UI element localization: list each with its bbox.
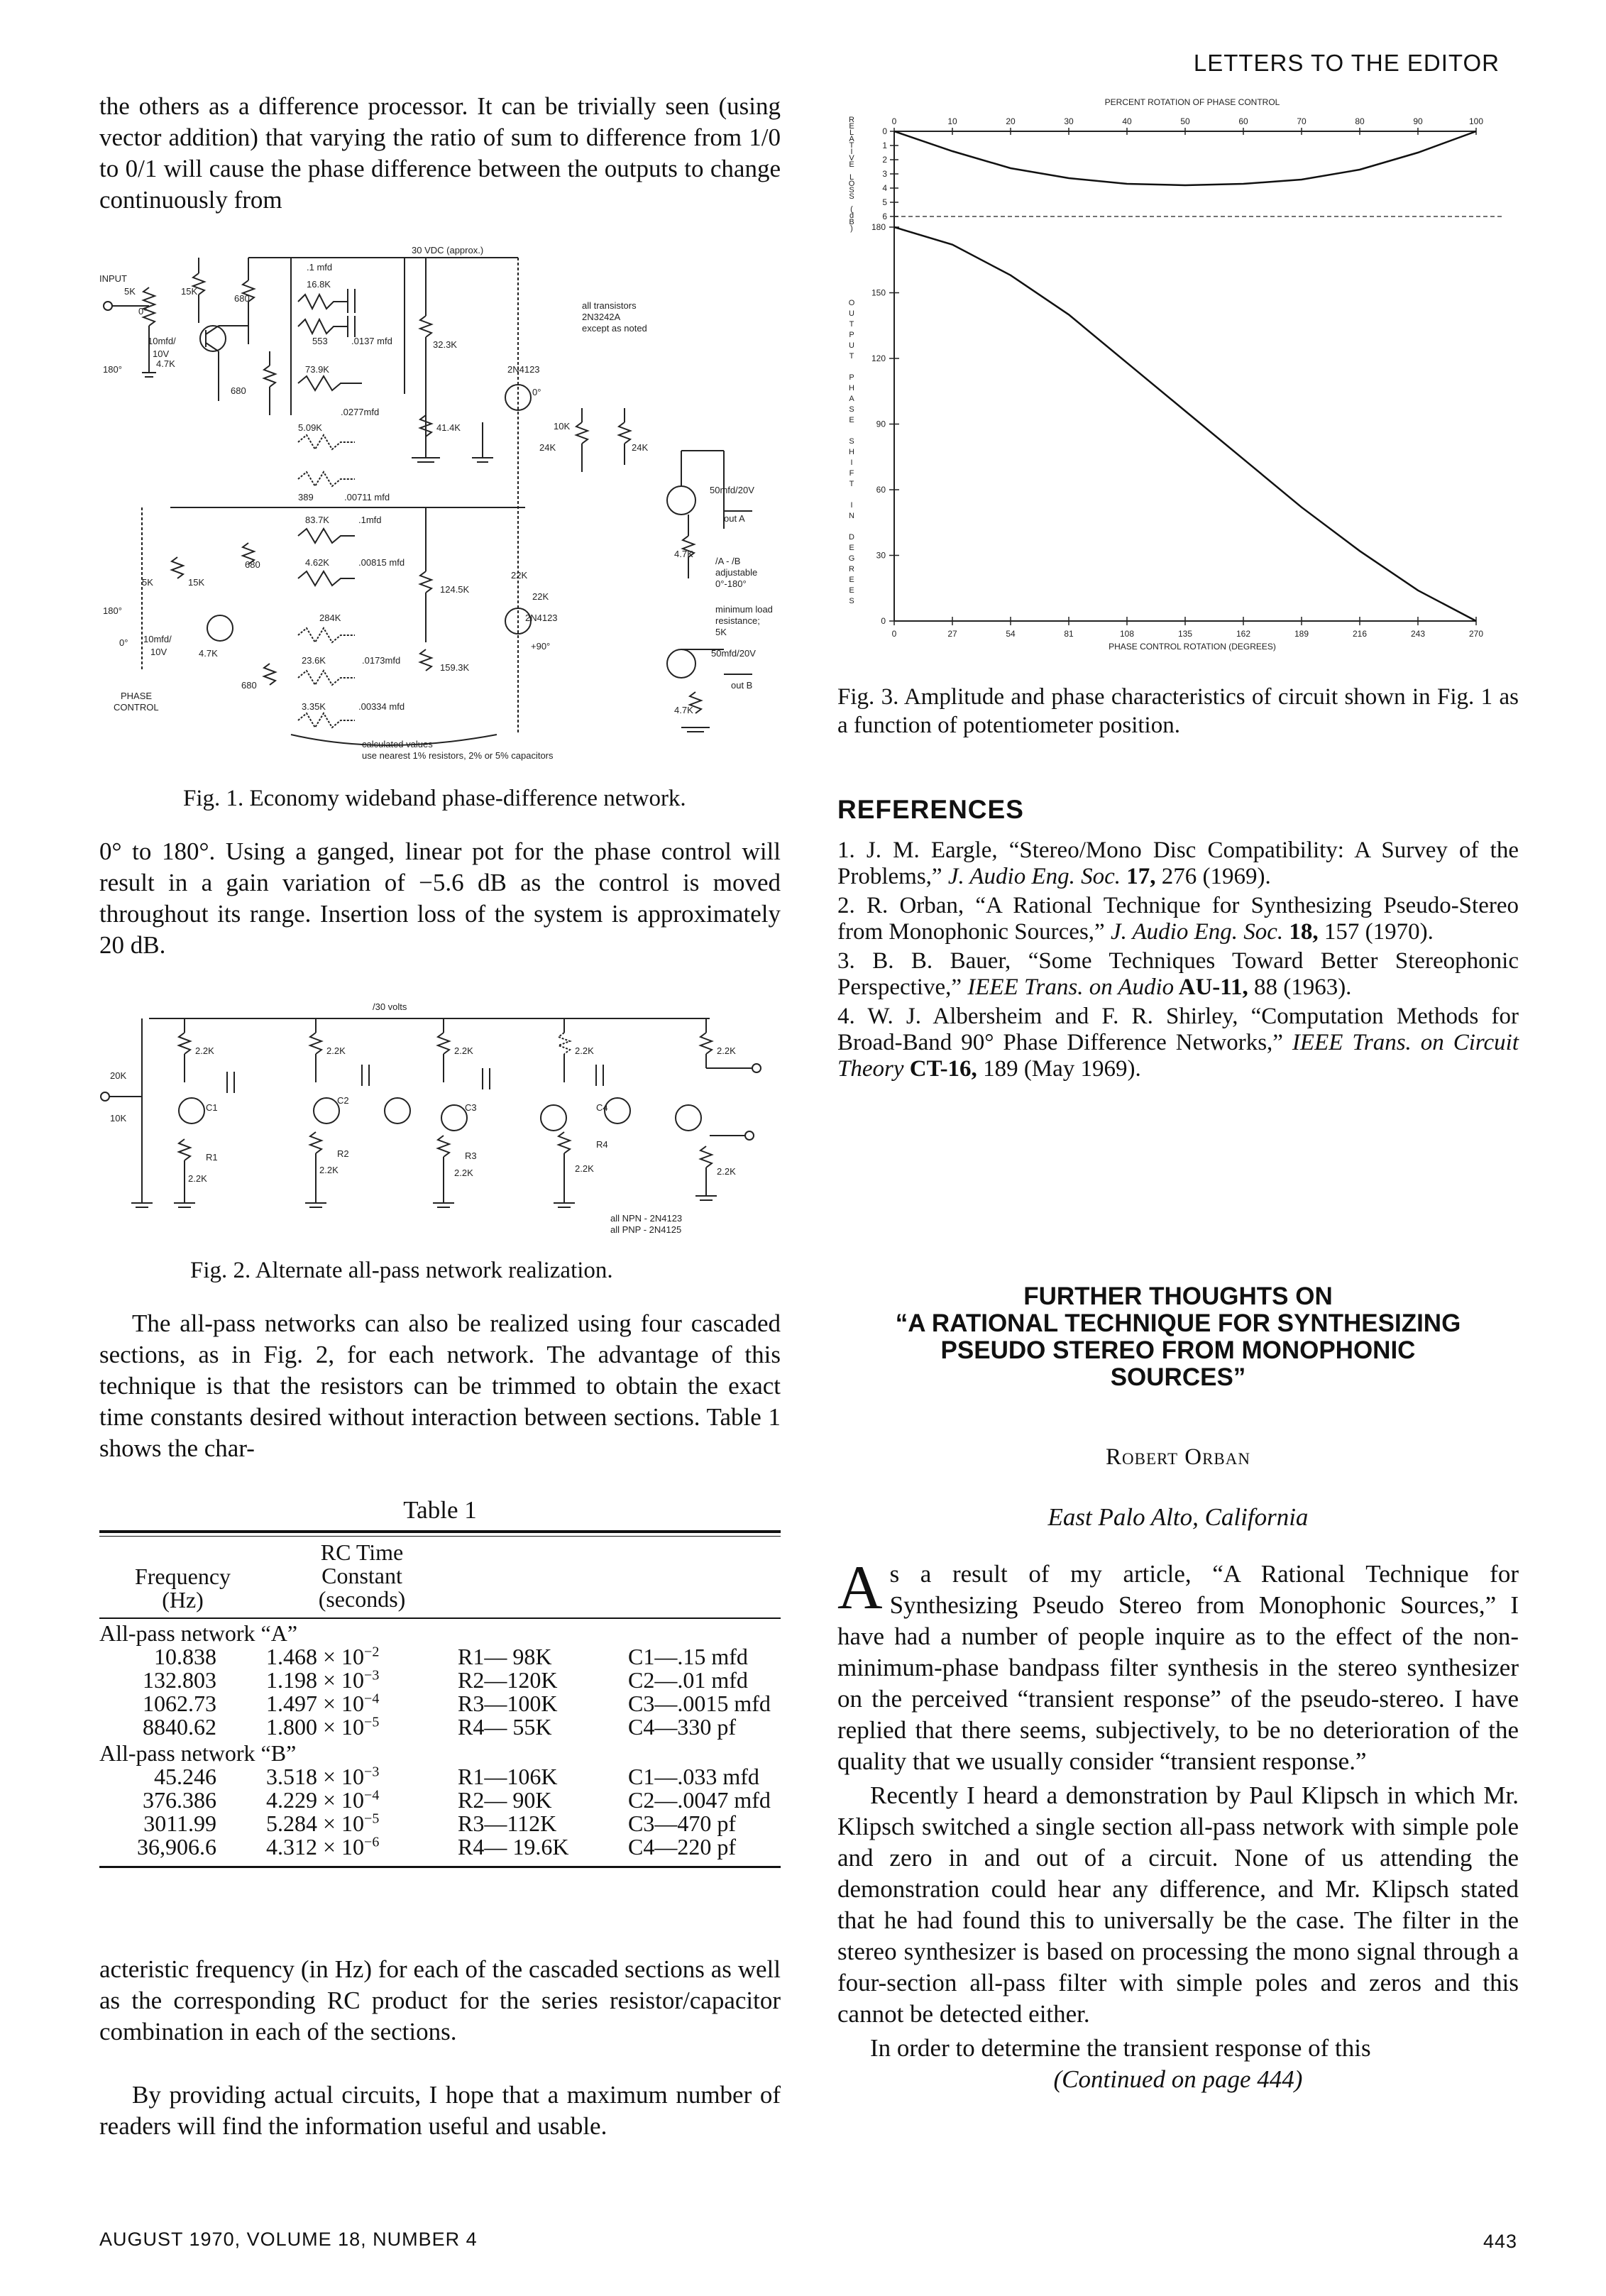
fig3-top-x-tick-label: 40 xyxy=(1122,116,1132,126)
fig1-note1: all transistors xyxy=(582,300,637,311)
reference-pages: 157 (1970). xyxy=(1318,919,1434,945)
fig1-r284-label: 284K xyxy=(319,613,341,623)
fig2-c3-label: C3 xyxy=(465,1102,477,1113)
fig2-r22-5: 2.2K xyxy=(717,1045,736,1056)
fig1-outb-label: out B xyxy=(731,680,753,691)
fig1-phase1-label: PHASE xyxy=(121,691,153,701)
fig1-r47a-label: 4.7K xyxy=(674,549,693,559)
fig3-left-loss-char: ) xyxy=(850,224,853,233)
fig3-top-axis-title: PERCENT ROTATION OF PHASE CONTROL xyxy=(1104,97,1280,107)
paragraph-intro: the others as a difference processor. It can be trivially seen (using vector addition) that varying the ratio of sum to difference from 1/0 to 0/1 will cause the phase difference between the outputs to change continuously from xyxy=(99,92,781,214)
table-cell-rc xyxy=(266,1645,458,1669)
fig1-r168-label: 16.8K xyxy=(307,279,331,290)
fig3-bottom-y-tick-label: 180 xyxy=(871,222,886,232)
fig2-r2-label: R2 xyxy=(337,1148,349,1159)
fig1-load2: resistance; xyxy=(715,615,760,626)
fig1-r22k-label: 22K xyxy=(511,570,528,581)
article-para-1 xyxy=(837,1554,1519,1777)
fig1-r389-label: 389 xyxy=(298,492,314,502)
fig1-r47k-b-label: 4.7K xyxy=(199,648,218,659)
table-cell-rc-exponent: −4 xyxy=(364,1691,380,1707)
fig3-left-phase-char: E xyxy=(849,586,854,595)
reference-item xyxy=(837,837,1519,890)
fig3-left-label-phase xyxy=(849,299,855,605)
fig3-top-x-tick-label: 70 xyxy=(1297,116,1307,126)
table-cell-resistor: R4— 55K xyxy=(458,1714,552,1740)
article-para-2: Recently I heard a demonstration by Paul Klipsch in which Mr. Klipsch switched a single section all-pass network with simple pole and zero in and out of a circuit. None of us attending the demonstration could hear any difference, and Mr. Klipsch stated that he had found this to universally be the case. The filter in the stereo synthesizer is based on processing the mono signal through a four-section all-pass filter with simple poles and zeros and this cannot be detected either. xyxy=(837,1781,1519,2028)
fig2-r22-1b: 2.2K xyxy=(188,1173,207,1184)
fig3-bottom-x-tick-label: 135 xyxy=(1177,629,1193,639)
fig3-bottom-x-tick-label: 162 xyxy=(1236,629,1251,639)
table1-title: Table 1 xyxy=(403,1496,477,1524)
table-cell-rc-mantissa: 4.312 × 10 xyxy=(266,1834,365,1860)
fig1-deg180b-label: 180° xyxy=(103,605,122,616)
fig1-r22kb-label: 22K xyxy=(532,591,549,602)
fig1-input-label: INPUT xyxy=(99,273,127,284)
table-cell-capacitor: C3—470 pf xyxy=(628,1811,736,1836)
table-cell-capacitor: C3—.0015 mfd xyxy=(628,1691,771,1716)
fig1-c50b-label: 50mfd/20V xyxy=(711,648,756,659)
table1-col-freq-2: (Hz) xyxy=(162,1587,204,1613)
fig3-loss-curve xyxy=(894,131,1476,185)
fig3-left-phase-char: H xyxy=(849,384,854,392)
article-body xyxy=(837,1554,1519,2095)
fig3-top-x-tick-label: 90 xyxy=(1413,116,1423,126)
running-header: LETTERS TO THE EDITOR xyxy=(1193,50,1500,76)
article-title-line-2: “A RATIONAL TECHNIQUE FOR SYNTHESIZING xyxy=(895,1309,1461,1337)
fig1-r509-label: 5.09K xyxy=(298,422,322,433)
table-row xyxy=(99,1812,781,1835)
fig3-left-loss-char: T xyxy=(849,141,854,150)
article-title-line-4: SOURCES” xyxy=(1110,1363,1246,1391)
fig3-left-loss-char: ( xyxy=(850,205,853,214)
table1-group-a: All-pass network “A” xyxy=(99,1620,298,1646)
fig3-top-y-tick-label: 6 xyxy=(882,212,887,221)
fig2-pnp-label: all PNP - 2N4125 xyxy=(610,1224,682,1235)
fig1-deg0b-label: 0° xyxy=(532,387,541,397)
fig1-r47in-label: 4.7K xyxy=(156,358,175,369)
fig3-left-phase-char: E xyxy=(849,576,854,584)
table1-grid xyxy=(99,1537,781,1859)
reference-item xyxy=(837,948,1519,1001)
fig1-c0137-label: .0137 mfd xyxy=(351,336,392,346)
table-cell-rc-mantissa: 1.497 × 10 xyxy=(266,1691,365,1716)
paragraph-final: By providing actual circuits, I hope that a maximum number of readers will find the information useful and usable. xyxy=(99,2081,781,2140)
fig3-left-phase-char: G xyxy=(848,554,855,563)
fig2-r10k-label: 10K xyxy=(110,1113,127,1124)
table-row xyxy=(99,1715,781,1739)
table-cell-rc-exponent: −6 xyxy=(364,1834,380,1850)
fig3-bottom-x-tick-label: 54 xyxy=(1006,629,1016,639)
table-cell-resistor: R2— 90K xyxy=(458,1787,552,1813)
fig1-r47b-label: 4.7K xyxy=(674,705,693,715)
fig3-chart xyxy=(837,92,1519,660)
fig1-adj2: adjustable xyxy=(715,567,758,578)
fig1-deg180-label: 180° xyxy=(103,364,122,375)
table-cell-frequency: 376.386 xyxy=(143,1787,216,1813)
table-cell-frequency: 8840.62 xyxy=(143,1714,216,1740)
table-cell-rc-mantissa: 4.229 × 10 xyxy=(266,1787,365,1813)
fig3-left-phase-char: N xyxy=(849,512,854,520)
fig1-c10d-label: 10V xyxy=(150,647,167,657)
fig3-top-y-tick-label: 0 xyxy=(882,126,887,136)
fig3-left-loss-char: R xyxy=(849,116,854,124)
fig1-r414-label: 41.4K xyxy=(436,422,461,433)
references-heading: REFERENCES xyxy=(837,795,1024,824)
table1-header-row xyxy=(99,1537,781,1612)
fig1-c00334-label: .00334 mfd xyxy=(358,701,405,712)
fig1-r680b-label: 680 xyxy=(231,385,246,396)
fig2-r22-3b: 2.2K xyxy=(454,1168,473,1178)
fig3-top-y-tick-label: 1 xyxy=(882,141,887,150)
table-cell-resistor: R4— 19.6K xyxy=(458,1834,569,1860)
fig1-c50a-label: 50mfd/20V xyxy=(710,485,754,495)
fig3-left-phase-char: E xyxy=(849,544,854,552)
table-cell-rc-exponent: −2 xyxy=(364,1644,380,1660)
fig1-r680c-label: 680 xyxy=(245,559,260,570)
fig1-c1mfd-label: .1mfd xyxy=(358,515,382,525)
fig1-r553-label: 553 xyxy=(312,336,328,346)
table-cell-rc xyxy=(266,1765,458,1789)
fig2-r22-4b: 2.2K xyxy=(575,1163,594,1174)
fig2-r22-2b: 2.2K xyxy=(319,1165,339,1175)
fig1-r5k-label: 5K xyxy=(124,286,136,297)
reference-volume: AU-11, xyxy=(1174,974,1248,1000)
article-author: Robert Orban xyxy=(1105,1444,1250,1470)
table1-group-b: All-pass network “B” xyxy=(99,1740,297,1766)
reference-item xyxy=(837,893,1519,945)
fig2-r22-4: 2.2K xyxy=(575,1045,594,1056)
fig3-bottom-x-tick-label: 0 xyxy=(891,629,897,639)
fig3-bottom-y-tick-label: 30 xyxy=(876,550,886,561)
fig1-c10b-label: 10V xyxy=(153,348,170,359)
fig1-r739-label: 73.9K xyxy=(305,364,329,375)
article-title-line-3: PSEUDO STEREO FROM MONOPHONIC xyxy=(940,1336,1416,1364)
footer-issue: AUGUST 1970, VOLUME 18, NUMBER 4 xyxy=(99,2229,478,2250)
reference-volume: 17, xyxy=(1121,864,1156,889)
fig2-npn-label: all NPN - 2N4123 xyxy=(610,1213,683,1224)
fig3-left-phase-char: T xyxy=(849,320,854,329)
fig3-left-phase-char: D xyxy=(849,533,854,542)
fig1-load3: 5K xyxy=(715,627,727,637)
table-cell-capacitor: C1—.15 mfd xyxy=(628,1644,748,1669)
fig1-c00711-label: .00711 mfd xyxy=(344,492,390,502)
fig2-r22-3: 2.2K xyxy=(454,1045,473,1056)
fig1-c01-label: .1 mfd xyxy=(307,262,333,273)
table-cell-rc xyxy=(266,1789,458,1812)
table1-col-rc-1: RC Time xyxy=(320,1539,404,1565)
table-cell-capacitor: C1—.033 mfd xyxy=(628,1764,759,1789)
article-dropcap: A xyxy=(837,1554,883,1622)
fig3-left-loss-char: A xyxy=(849,135,854,143)
table-cell-rc-exponent: −3 xyxy=(364,1764,380,1780)
table-cell-frequency: 132.803 xyxy=(143,1667,216,1693)
fig2-supply-label: /30 volts xyxy=(373,1001,407,1012)
table-cell-rc xyxy=(266,1669,458,1692)
fig2-r22-2: 2.2K xyxy=(326,1045,346,1056)
fig1-r24k-label: 24K xyxy=(539,442,556,453)
reference-pages: 88 (1963). xyxy=(1248,974,1352,1000)
fig1-note3: except as noted xyxy=(582,323,647,334)
fig3-top-x-tick-label: 0 xyxy=(891,116,897,126)
table1-col-freq-1: Frequency xyxy=(134,1564,231,1589)
reference-pages: 276 (1969). xyxy=(1155,864,1271,889)
fig2-r1-label: R1 xyxy=(206,1152,218,1163)
fig1-supply-label: 30 VDC (approx.) xyxy=(412,245,484,256)
table-row xyxy=(99,1789,781,1812)
table1-col-rc-2: Constant xyxy=(321,1563,402,1588)
fig3-top-y-tick-label: 4 xyxy=(882,183,887,193)
fig3-left-phase-char: I xyxy=(850,501,853,510)
fig1-plus90-label: +90° xyxy=(531,641,551,652)
reference-text: 1. J. M. Eargle, “Stereo/Mono Disc Compatibility: A Survey of the Problems,” xyxy=(837,837,1519,889)
table1-bottom-rule xyxy=(99,1866,781,1868)
table-cell-rc xyxy=(266,1812,458,1835)
article-para-3: In order to determine the transient response of this xyxy=(870,2034,1371,2062)
fig3-bottom-x-tick-label: 27 xyxy=(947,629,957,639)
table-cell-rc xyxy=(266,1835,458,1859)
fig3-left-phase-char: S xyxy=(849,437,854,446)
table-row xyxy=(99,1692,781,1715)
reference-journal: J. Audio Eng. Soc. xyxy=(947,864,1121,889)
table-cell-resistor: R3—112K xyxy=(458,1811,557,1836)
fig3-left-loss-char: I xyxy=(850,148,853,156)
fig3-left-phase-char: F xyxy=(849,469,854,478)
fig3-bottom-x-tick-label: 81 xyxy=(1064,629,1074,639)
fig3-bottom-x-tick-label: 216 xyxy=(1352,629,1368,639)
table-cell-rc-mantissa: 1.198 × 10 xyxy=(266,1667,365,1693)
reference-text: 3. B. B. Bauer, “Some Techniques Toward Better Stereophonic Perspective,” xyxy=(837,948,1519,1000)
fig3-left-loss-char: L xyxy=(849,128,854,137)
fig1-c0277-label: .0277mfd xyxy=(341,407,380,417)
fig1-r1593-label: 159.3K xyxy=(440,662,470,673)
table-cell-rc-exponent: −4 xyxy=(364,1787,380,1803)
fig1-calc2: use nearest 1% resistors, 2% or 5% capacitors xyxy=(362,750,554,761)
fig3-top-y-tick-label: 5 xyxy=(882,197,887,207)
fig1-r680-label: 680 xyxy=(234,293,250,304)
fig2-r4-label: R4 xyxy=(596,1139,608,1150)
fig3-left-phase-char: A xyxy=(849,395,854,403)
fig3-left-phase-char: I xyxy=(850,458,853,467)
paragraph-after-table: acteristic frequency (in Hz) for each of the cascaded sections as well as the corresponding RC product for the series resistor/capacitor combination in each of the sections. xyxy=(99,1955,781,2045)
fig1-q-upper-label: 2N4123 xyxy=(507,364,540,375)
fig3-caption: Fig. 3. Amplitude and phase characteristics of circuit shown in Fig. 1 as a function of potentiometer position. xyxy=(837,684,1519,738)
table-cell-rc-exponent: −5 xyxy=(364,1714,380,1730)
fig3-top-y-tick-label: 3 xyxy=(882,169,887,179)
fig1-r680d-label: 680 xyxy=(241,680,257,691)
fig3-left-loss-char: L xyxy=(849,173,854,182)
fig3-left-phase-char: T xyxy=(849,480,854,488)
fig3-bottom-y-tick-label: 120 xyxy=(871,353,886,363)
table-cell-rc-exponent: −3 xyxy=(364,1667,380,1683)
table-cell-capacitor: C4—330 pf xyxy=(628,1714,736,1740)
fig3-left-phase-char: R xyxy=(849,565,854,573)
fig1-r15k-label: 15K xyxy=(181,286,198,297)
table-cell-frequency: 3011.99 xyxy=(143,1811,216,1836)
article-para-1-text: s a result of my article, “A Rational Technique for Synthesizing Pseudo Stereo from Monophonic Sources,” I have had a number of people inquire as to the effect of the non-minimum-phase bandpass filter synthesis in the stereo synthesizer on the perceived “transient response” of the pseudo-stereo. I have replied that there seems, subjectively, to be no deterioration of the quality that we usually consider “transient response.” xyxy=(837,1560,1519,1775)
reference-pages: 189 (May 1969). xyxy=(977,1056,1141,1082)
reference-journal: IEEE Trans. on Circuit Theory xyxy=(837,1030,1519,1082)
article-title-line-1: FURTHER THOUGHTS ON xyxy=(1023,1282,1333,1310)
reference-item xyxy=(837,1004,1519,1082)
fig1-load1: minimum load xyxy=(715,604,773,615)
fig3-left-loss-char: S xyxy=(849,186,854,194)
table-cell-frequency: 36,906.6 xyxy=(137,1834,216,1860)
fig1-calc1: calculated values xyxy=(362,739,433,749)
fig1-q-lower-label: 2N4123 xyxy=(525,613,558,623)
fig2-r22-1: 2.2K xyxy=(195,1045,214,1056)
table-row xyxy=(99,1645,781,1669)
fig1-c0173-label: .0173mfd xyxy=(362,655,401,666)
reference-volume: 18, xyxy=(1283,919,1319,945)
table-cell-frequency: 10.838 xyxy=(154,1644,216,1669)
fig3-bottom-y-tick-label: 0 xyxy=(881,616,886,626)
fig3-bottom-y-tick-label: 90 xyxy=(876,419,886,429)
fig3-left-phase-char: S xyxy=(849,597,854,605)
fig3-left-phase-char: S xyxy=(849,405,854,414)
paragraph-phase-control: 0° to 180°. Using a ganged, linear pot for the phase control will result in a gain variation of −5.6 dB as the control is moved throughout its range. Insertion loss of the system is approximately 20 dB. xyxy=(99,837,781,959)
fig2-r3-label: R3 xyxy=(465,1150,477,1161)
table-cell-frequency: 45.246 xyxy=(154,1764,216,1789)
table-cell-resistor: R2—120K xyxy=(458,1667,558,1693)
fig3-left-phase-char: U xyxy=(849,341,854,350)
fig3-phase-curve xyxy=(894,227,1476,621)
fig1-deg0-label: 0° xyxy=(138,306,148,317)
article-location: East Palo Alto, California xyxy=(1047,1503,1309,1531)
table-cell-rc-mantissa: 1.468 × 10 xyxy=(266,1644,365,1669)
fig1-outa-label: out A xyxy=(724,513,745,524)
reference-text: 2. R. Orban, “A Rational Technique for Synthesizing Pseudo-Stereo from Monophonic Sources,” xyxy=(837,893,1519,945)
table-row xyxy=(99,1669,781,1692)
table-cell-rc-mantissa: 5.284 × 10 xyxy=(266,1811,365,1836)
fig1-deg0c-label: 0° xyxy=(119,637,128,648)
fig2-c1-label: C1 xyxy=(206,1102,218,1113)
table-cell-rc-mantissa: 3.518 × 10 xyxy=(266,1764,365,1789)
fig3-top-x-tick-label: 80 xyxy=(1355,116,1365,126)
fig2-r20k-label: 20K xyxy=(110,1070,127,1081)
fig3-bottom-x-tick-label: 243 xyxy=(1410,629,1426,639)
fig1-r323-label: 32.3K xyxy=(433,339,457,350)
table-cell-capacitor: C4—220 pf xyxy=(628,1834,736,1860)
table-cell-capacitor: C2—.0047 mfd xyxy=(628,1787,771,1813)
fig1-phase2-label: CONTROL xyxy=(114,702,159,713)
table1 xyxy=(99,1496,781,1868)
fig1-caption: Fig. 1. Economy wideband phase-difference network. xyxy=(183,786,686,811)
fig3-left-loss-char: S xyxy=(849,192,854,201)
fig3-left-phase-char: P xyxy=(849,373,854,382)
table-cell-capacitor: C2—.01 mfd xyxy=(628,1667,748,1693)
table-cell-rc-mantissa: 1.800 × 10 xyxy=(266,1714,365,1740)
article-continued: (Continued on page 444) xyxy=(1053,2065,1303,2093)
fig2-c4-label: C4 xyxy=(596,1102,608,1113)
paragraph-allpass: The all-pass networks can also be realized using four cascaded sections, as in Fig. 2, for each network. The advantage of this technique is that the resistors can be trimmed to obtain the exact time constants desired without interaction between sections. Table 1 shows the char- xyxy=(99,1309,781,1462)
fig3-top-x-tick-label: 10 xyxy=(947,116,957,126)
table-cell-rc xyxy=(266,1692,458,1715)
fig1-note2: 2N3242A xyxy=(582,312,621,322)
fig1-schematic xyxy=(99,245,781,770)
table-cell-resistor: R1—106K xyxy=(458,1764,558,1789)
reference-journal: IEEE Trans. on Audio xyxy=(967,974,1175,1000)
fig3-left-phase-char: T xyxy=(849,352,854,361)
fig3-bottom-y-tick-label: 60 xyxy=(876,485,886,495)
table-cell-frequency: 1062.73 xyxy=(143,1691,216,1716)
fig1-c10a-label: 10mfd/ xyxy=(148,336,176,346)
fig2-r22-5b: 2.2K xyxy=(717,1166,736,1177)
fig3-top-x-tick-label: 60 xyxy=(1238,116,1248,126)
fig3-left-loss-char: O xyxy=(848,180,855,188)
fig1-adj1: /A - /B xyxy=(715,556,741,566)
fig1-r837-label: 83.7K xyxy=(305,515,329,525)
references-list xyxy=(837,837,1519,1085)
fig3-top-x-tick-label: 50 xyxy=(1180,116,1190,126)
table-cell-rc-exponent: −5 xyxy=(364,1811,380,1827)
fig3-left-label-loss xyxy=(849,116,855,233)
fig1-r236-label: 23.6K xyxy=(302,655,326,666)
fig2-caption: Fig. 2. Alternate all-pass network realization. xyxy=(190,1258,613,1283)
fig1-r462-label: 4.62K xyxy=(305,557,329,568)
fig3-left-loss-char: d xyxy=(849,212,854,220)
fig3-left-loss-char: V xyxy=(849,154,854,163)
footer-page-number: 443 xyxy=(1483,2231,1518,2252)
table1-col-rc-3: (seconds) xyxy=(318,1586,406,1612)
fig1-r24kb-label: 24K xyxy=(632,442,649,453)
fig3-bottom-x-tick-label: 108 xyxy=(1119,629,1135,639)
fig3-top-x-tick-label: 100 xyxy=(1468,116,1484,126)
article-title xyxy=(837,1283,1519,1391)
fig3-left-phase-char: E xyxy=(849,416,854,424)
reference-text: 4. W. J. Albersheim and F. R. Shirley, “Computation Methods for Broad-Band 90° Phase Difference Networks,” xyxy=(837,1004,1519,1055)
fig1-r1245-label: 124.5K xyxy=(440,584,470,595)
table-row xyxy=(99,1765,781,1789)
fig3-top-x-tick-label: 30 xyxy=(1064,116,1074,126)
fig3-bottom-y-tick-label: 150 xyxy=(871,287,886,298)
fig1-c00815-label: .00815 mfd xyxy=(358,557,405,568)
fig1-c10c-label: 10mfd/ xyxy=(143,634,172,644)
fig3-top-y-tick-label: 2 xyxy=(882,155,887,165)
fig3-left-phase-char: O xyxy=(848,299,855,307)
table-cell-resistor: R3—100K xyxy=(458,1691,558,1716)
table-cell-rc xyxy=(266,1715,458,1739)
fig1-r10k-label: 10K xyxy=(554,421,571,432)
fig1-adj3: 0°-180° xyxy=(715,578,747,589)
fig3-left-loss-char: B xyxy=(849,218,854,226)
fig3-left-loss-char: E xyxy=(849,122,854,131)
fig3-bottom-x-tick-label: 270 xyxy=(1468,629,1484,639)
fig3-bottom-x-tick-label: 189 xyxy=(1294,629,1309,639)
fig1-r335-label: 3.35K xyxy=(302,701,326,712)
reference-volume: CT-16, xyxy=(903,1056,977,1082)
fig3-left-loss-char: E xyxy=(849,160,854,169)
fig3-bottom-axis-title: PHASE CONTROL ROTATION (DEGREES) xyxy=(1109,642,1276,652)
fig3-left-phase-char: H xyxy=(849,448,854,456)
table-row xyxy=(99,1835,781,1859)
fig3-left-phase-char: P xyxy=(849,331,854,339)
table-cell-resistor: R1— 98K xyxy=(458,1644,552,1669)
fig3-left-phase-char: U xyxy=(849,309,854,318)
reference-journal: J. Audio Eng. Soc. xyxy=(1110,919,1284,945)
fig1-r15k-b-label: 15K xyxy=(188,577,205,588)
fig2-schematic xyxy=(99,997,781,1238)
fig1-r5k-b-label: 5K xyxy=(142,577,153,588)
fig2-c2-label: C2 xyxy=(337,1095,349,1106)
fig3-top-x-tick-label: 20 xyxy=(1006,116,1016,126)
